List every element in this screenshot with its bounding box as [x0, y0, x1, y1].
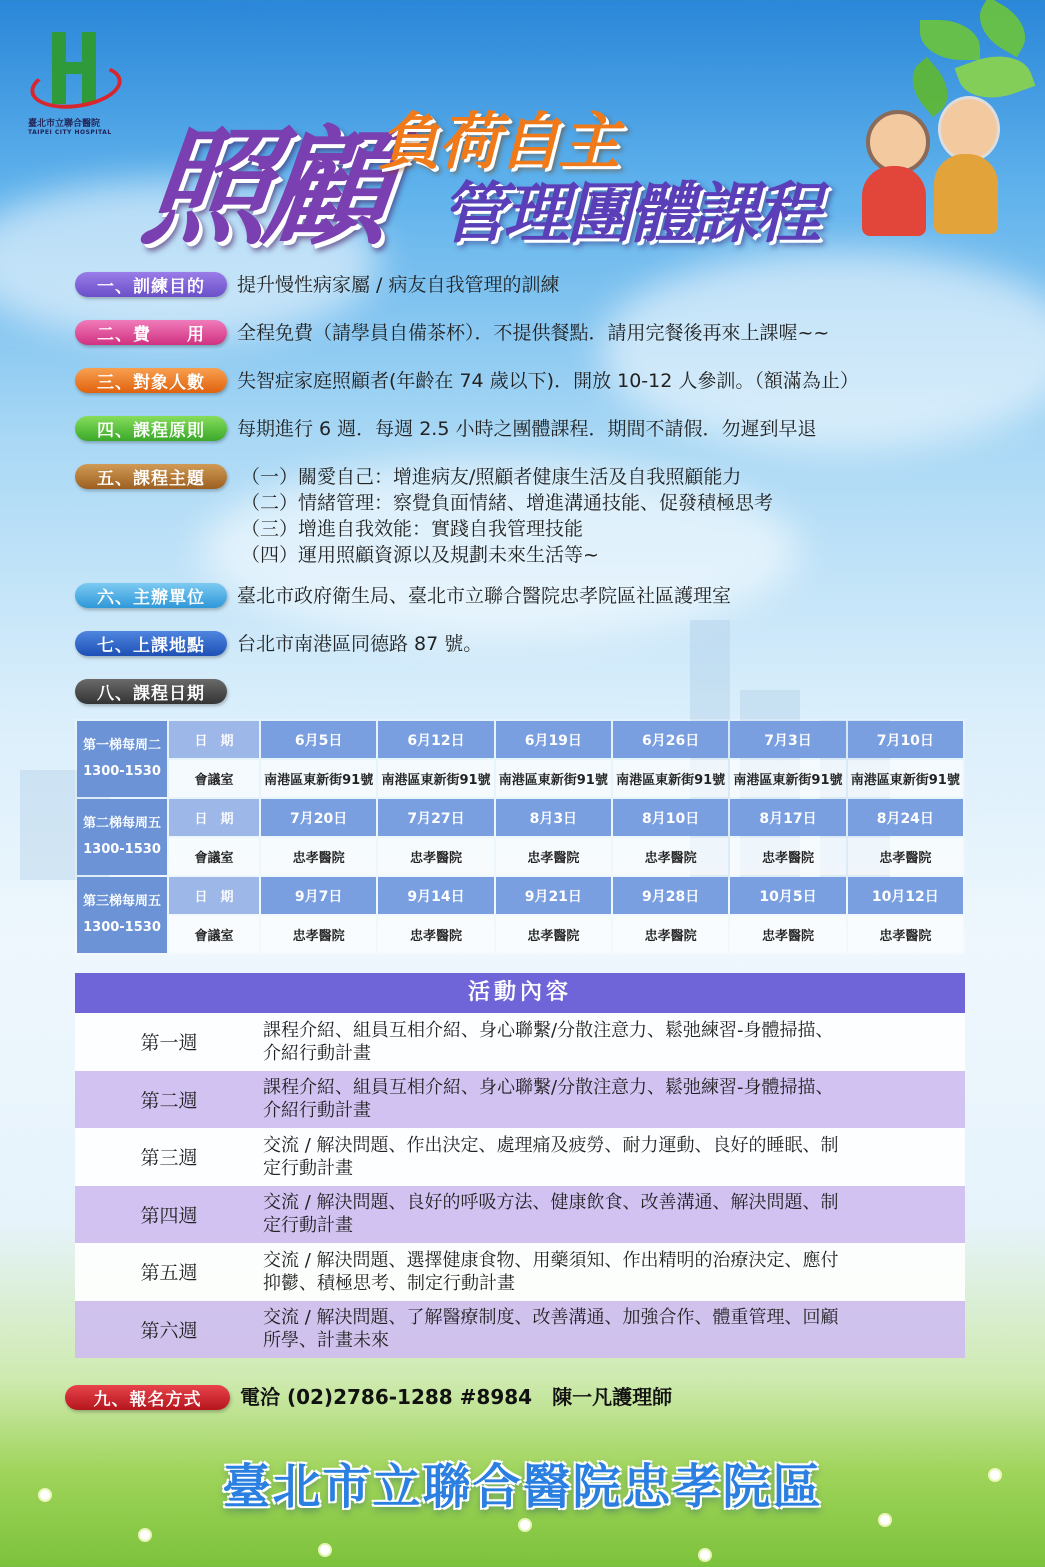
activity-row	[75, 1071, 965, 1129]
activities-table	[75, 973, 965, 1358]
schedule-date: 6月19日	[496, 721, 611, 758]
schedule-group-line: 第二梯每周五	[82, 816, 161, 831]
activity-description	[263, 1191, 965, 1237]
location-label: 會議室	[169, 838, 259, 875]
info-text: 提升慢性病家屬 / 病友自我管理的訓練	[237, 274, 560, 296]
flower	[140, 1530, 150, 1540]
activity-line: 介紹行動計畫	[263, 1042, 371, 1064]
activity-line: 定行動計畫	[263, 1215, 353, 1237]
schedule-group	[77, 721, 167, 797]
flower	[520, 1520, 530, 1530]
activity-row	[75, 1186, 965, 1244]
schedule-date: 10月5日	[730, 877, 845, 914]
schedule-group	[77, 799, 167, 875]
title-big: 照顧	[135, 113, 392, 263]
info-text: 全程免費（請學員自備茶杯）．不提供餐點．請用完餐後再來上課喔~~	[237, 322, 830, 344]
activity-line: 交流 / 解決問題、良好的呼吸方法、健康飲食、改善溝通、解決問題、制	[263, 1192, 839, 1214]
activity-week: 第二週	[140, 1089, 198, 1112]
schedule-location: 南港區東新街91號	[261, 760, 376, 797]
activity-line: 抑鬱、積極思考、制定行動計畫	[263, 1272, 515, 1294]
schedule-group-line: 1300-1530	[83, 764, 161, 779]
activity-line: 定行動計畫	[263, 1157, 353, 1179]
schedule-date: 8月24日	[848, 799, 963, 836]
schedule-group	[77, 877, 167, 953]
activity-row	[75, 1243, 965, 1301]
schedule-date: 9月7日	[261, 877, 376, 914]
schedule-date-row	[77, 799, 963, 836]
schedule-date: 10月12日	[848, 877, 963, 914]
info-text: （一）關愛自己：增進病友/照顧者健康生活及自我照顧能力 （二）情緒管理：察覺負面情緒、增進溝通技能、促發積極思考 （三）增進自我效能：實踐自我管理技能 （四）運用照顧資源以及規劃未來生活等~	[241, 466, 774, 566]
schedule-group-line: 1300-1530	[83, 920, 161, 935]
schedule-location: 南港區東新街91號	[378, 760, 493, 797]
schedule-location: 忠孝醫院	[613, 916, 728, 953]
schedule-location: 忠孝醫院	[378, 916, 493, 953]
schedule-date: 6月12日	[378, 721, 493, 758]
schedule-location: 忠孝醫院	[613, 838, 728, 875]
activity-line: 課程介紹、組員互相介紹、身心聯繫/分散注意力、鬆弛練習-身體掃描、	[263, 1019, 834, 1041]
activity-week: 第一週	[140, 1032, 198, 1055]
schedule-location: 忠孝醫院	[261, 838, 376, 875]
schedule-date: 6月26日	[613, 721, 728, 758]
activities-header: 活動內容	[75, 973, 965, 1013]
activity-line: 介紹行動計畫	[263, 1100, 371, 1122]
schedule-group-line: 第三梯每周五	[82, 894, 161, 909]
label-pill: 五、課程主題	[75, 464, 227, 489]
activity-line: 所學、計畫未來	[263, 1330, 389, 1352]
schedule-date: 9月28日	[613, 877, 728, 914]
schedule-date: 9月14日	[378, 877, 493, 914]
activity-week: 第五週	[140, 1262, 198, 1285]
info-text: 台北市南港區同德路 87 號。	[237, 633, 483, 655]
activity-week: 第四週	[140, 1204, 198, 1227]
schedule-location: 南港區東新街91號	[496, 760, 611, 797]
schedule-location: 忠孝醫院	[496, 838, 611, 875]
activity-row	[75, 1128, 965, 1186]
location-label: 會議室	[169, 916, 259, 953]
date-label: 日 期	[169, 799, 259, 836]
schedule-date: 7月10日	[848, 721, 963, 758]
date-label: 日 期	[169, 877, 259, 914]
label-pill: 一、訓練目的	[75, 272, 227, 297]
activity-line: 課程介紹、組員互相介紹、身心聯繫/分散注意力、鬆弛練習-身體掃描、	[263, 1077, 834, 1099]
schedule-date: 7月20日	[261, 799, 376, 836]
schedule-location: 忠孝醫院	[848, 916, 963, 953]
activity-row	[75, 1301, 965, 1359]
schedule-location-row	[77, 760, 963, 797]
schedule-date: 8月17日	[730, 799, 845, 836]
schedule-date: 8月3日	[496, 799, 611, 836]
info-row-principles	[75, 416, 816, 442]
hospital-logo	[28, 32, 118, 142]
activity-week: 第三週	[140, 1147, 198, 1170]
date-label: 日 期	[169, 721, 259, 758]
schedule-date: 9月21日	[496, 877, 611, 914]
schedule-date: 7月27日	[378, 799, 493, 836]
schedule-location: 忠孝醫院	[730, 916, 845, 953]
schedule-location: 南港區東新街91號	[730, 760, 845, 797]
activity-description	[263, 1019, 965, 1065]
schedule-table	[75, 719, 965, 955]
schedule-date: 8月10日	[613, 799, 728, 836]
activity-week: 第六週	[140, 1319, 198, 1342]
label-pill: 三、對象人數	[75, 368, 227, 393]
activity-description	[263, 1249, 965, 1295]
info-text: 失智症家庭照顧者(年齡在 74 歲以下)．開放 10-12 人參訓。（額滿為止）	[237, 370, 859, 392]
label-pill: 九、報名方式	[65, 1385, 230, 1410]
schedule-date-row	[77, 721, 963, 758]
schedule-location: 忠孝醫院	[848, 838, 963, 875]
info-row-dates	[75, 679, 227, 704]
info-row-purpose	[75, 272, 559, 298]
info-text: 臺北市政府衛生局、臺北市立聯合醫院忠孝院區社區護理室	[237, 585, 732, 607]
leaf	[920, 20, 980, 60]
schedule-location: 忠孝醫院	[496, 916, 611, 953]
info-row-location	[75, 631, 482, 657]
logo-caption: 臺北市立聯合醫院	[28, 119, 101, 129]
activity-row	[75, 1013, 965, 1071]
info-row-organizer	[75, 583, 731, 609]
info-row-fee	[75, 320, 829, 346]
registration-text: 電洽 (02)2786-1288 #8984 陳一凡護理師	[240, 1385, 673, 1409]
location-label: 會議室	[169, 760, 259, 797]
schedule-location: 忠孝醫院	[261, 916, 376, 953]
schedule-group-line: 1300-1530	[83, 842, 161, 857]
schedule-location-row	[77, 838, 963, 875]
activity-description	[263, 1076, 965, 1122]
activity-description	[263, 1134, 965, 1180]
schedule-location: 忠孝醫院	[730, 838, 845, 875]
schedule-location-row	[77, 916, 963, 953]
activity-line: 交流 / 解決問題、作出決定、處理痛及疲勞、耐力運動、良好的睡眠、制	[263, 1134, 839, 1156]
schedule-location: 南港區東新街91號	[848, 760, 963, 797]
schedule-date: 6月5日	[261, 721, 376, 758]
activity-description	[263, 1306, 965, 1352]
label-pill: 七、上課地點	[75, 631, 227, 656]
elderly-couple-illustration	[856, 92, 1006, 242]
title-line1: 負荷自主	[378, 105, 619, 178]
registration-row	[65, 1384, 672, 1410]
flower	[700, 1550, 710, 1560]
schedule-location: 南港區東新街91號	[613, 760, 728, 797]
flower	[320, 1545, 330, 1555]
label-pill: 八、課程日期	[75, 679, 227, 704]
activity-line: 交流 / 解決問題、了解醫療制度、改善溝通、加強合作、體重管理、回顧	[263, 1307, 839, 1329]
schedule-date: 7月3日	[730, 721, 845, 758]
title-line2: 管理團體課程	[440, 175, 818, 252]
info-row-target	[75, 368, 859, 394]
footer-hospital-name: 臺北市立聯合醫院忠孝院區	[222, 1459, 823, 1515]
info-row-topics	[75, 464, 773, 568]
logo-caption-en: TAIPEI CITY HOSPITAL	[28, 129, 112, 136]
info-text: 每期進行 6 週．每週 2.5 小時之團體課程．期間不請假．勿遲到早退	[237, 418, 817, 440]
schedule-group-line: 第一梯每周二	[82, 738, 161, 753]
label-pill: 二、費 用	[75, 320, 227, 345]
label-pill: 四、課程原則	[75, 416, 227, 441]
activity-line: 交流 / 解決問題、選擇健康食物、用藥須知、作出精明的治療決定、應付	[263, 1249, 839, 1271]
schedule-date-row	[77, 877, 963, 914]
schedule-location: 忠孝醫院	[378, 838, 493, 875]
label-pill: 六、主辦單位	[75, 583, 227, 608]
